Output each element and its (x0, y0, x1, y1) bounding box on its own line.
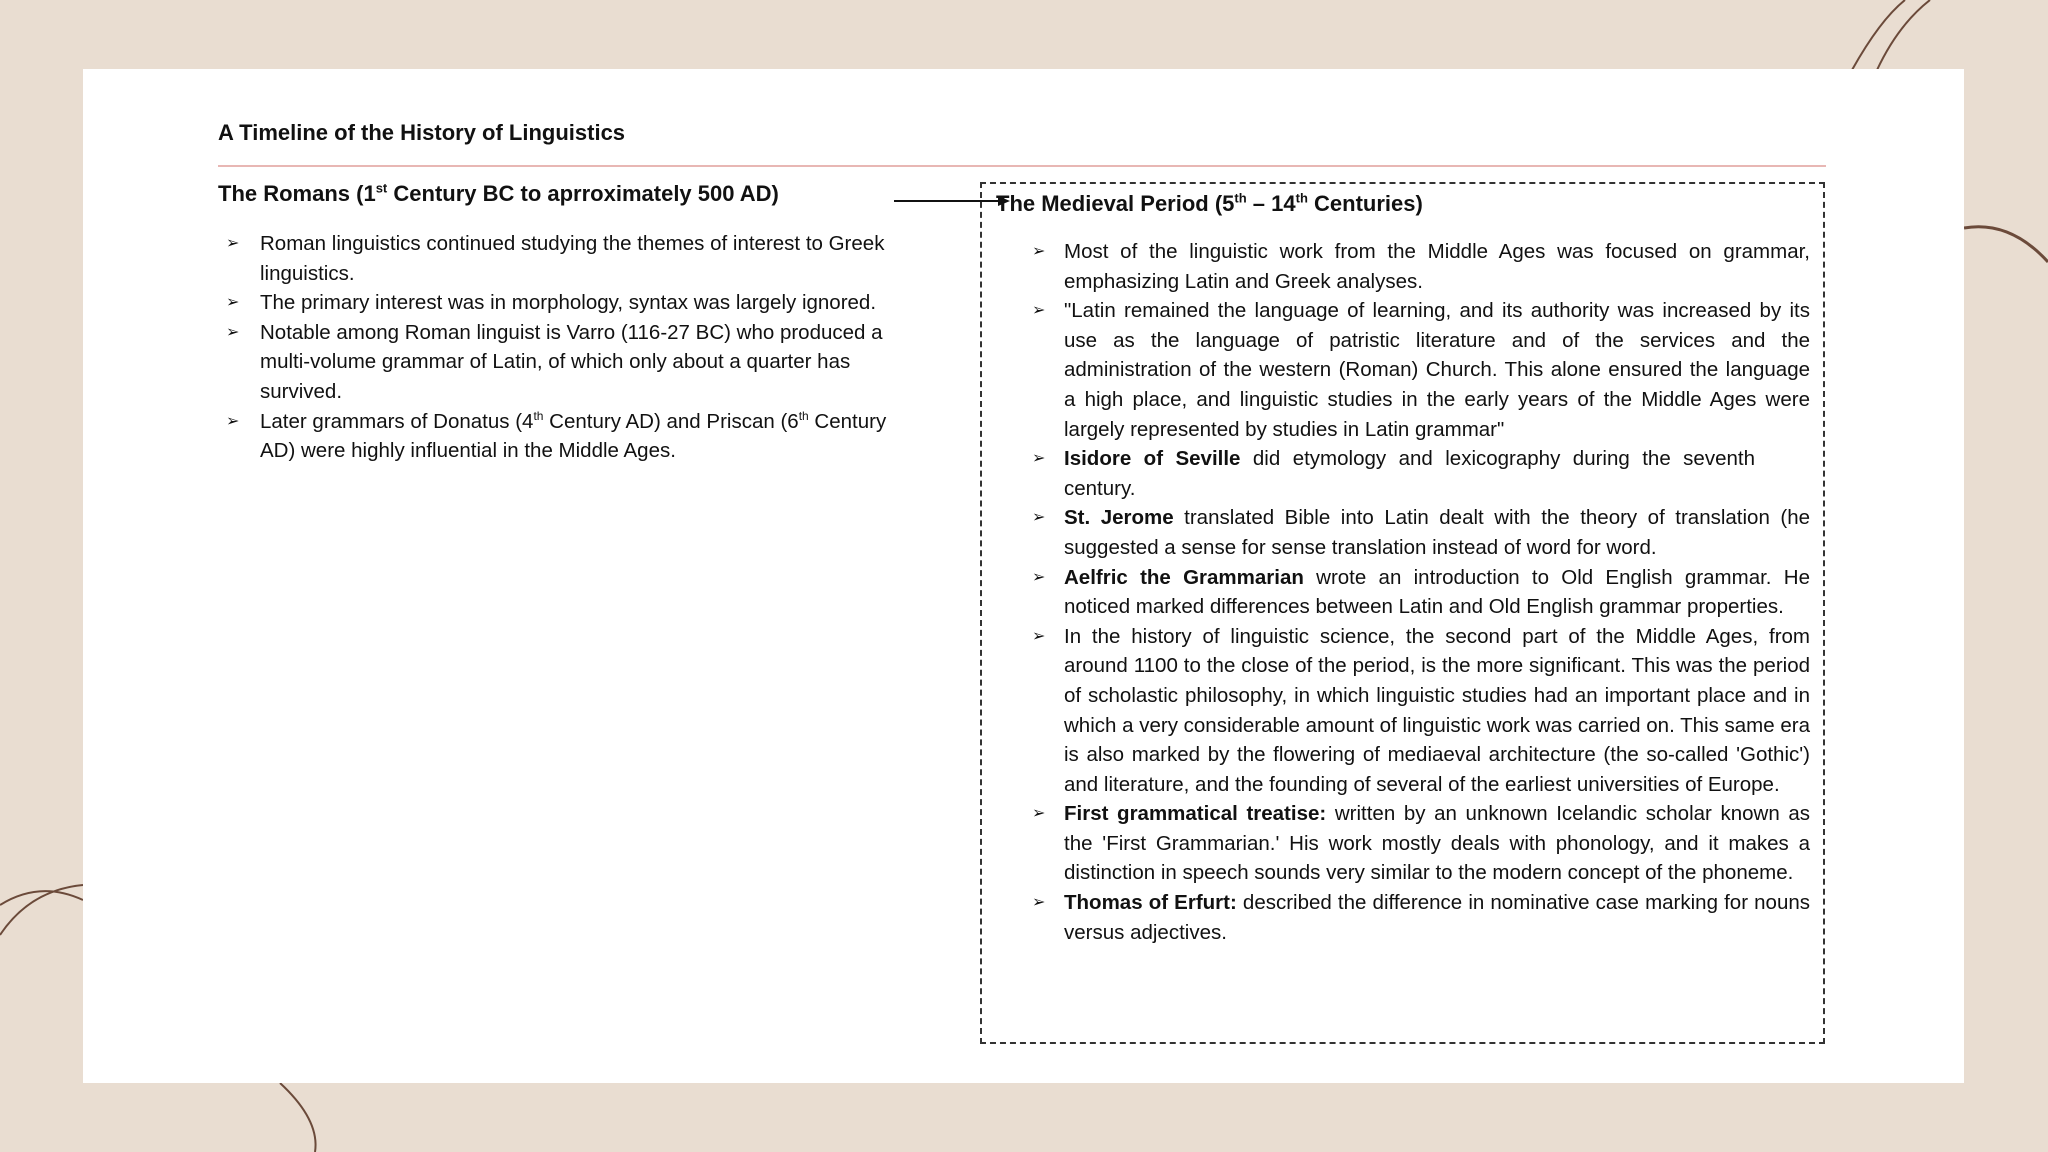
romans-section (218, 181, 958, 466)
arrowhead-bullet-icon: ➢ (1032, 627, 1046, 645)
arrowhead-bullet-icon: ➢ (1032, 302, 1046, 320)
arrowhead-bullet-icon: ➢ (226, 323, 240, 341)
title-divider (218, 165, 1826, 167)
arrowhead-bullet-icon: ➢ (1032, 450, 1046, 468)
list-item: ➢ St. Jerome translated Bible into Latin dealt with the theory of translation (he suggested a sense for sense translation instead of word for word. (1032, 503, 1810, 562)
list-item: ➢ Thomas of Erfurt: described the difference in nominative case marking for nouns versus adjectives. (1032, 888, 1810, 947)
medieval-section (980, 182, 1825, 1044)
list-item: ➢ Roman linguistics continued studying the themes of interest to Greek linguistics. (218, 229, 958, 288)
page-title: A Timeline of the History of Linguistics (218, 120, 626, 145)
list-item: ➢ "Latin remained the language of learning, and its authority was increased by its use as the language of patristic literature and of the services and the administration of the western (Roman) Church. This alone ensured the language a high place, and linguistic studies in the early years of the Middle Ages were largely represented by studies in Latin grammar" (1032, 296, 1810, 444)
list-item: ➢ Isidore of Seville did etymology and lexicography during the seventh century. (1032, 444, 1810, 503)
romans-heading: The Romans (1st Century BC to aprroximately 500 AD) (218, 180, 779, 206)
list-item: ➢ First grammatical treatise: written by an unknown Icelandic scholar known as the 'First Grammarian.' His work mostly deals with phonology, and it makes a distinction in speech sounds very similar to the modern concept of the phoneme. (1032, 799, 1810, 888)
arrowhead-bullet-icon: ➢ (226, 294, 240, 312)
arrowhead-bullet-icon: ➢ (226, 412, 240, 430)
list-item: ➢ Most of the linguistic work from the Middle Ages was focused on grammar, emphasizing Latin and Greek analyses. (1032, 237, 1810, 296)
document-page (83, 69, 1964, 1083)
arrowhead-bullet-icon: ➢ (1032, 568, 1046, 586)
list-item: ➢ In the history of linguistic science, the second part of the Middle Ages, from around 1100 to the close of the period, is the more significant. This was the period of scholastic philosophy, in which linguistic studies had an important place and in which a very considerable amount of linguistic work was carried on. This same era is also marked by the flowering of mediaeval architecture (the so-called 'Gothic') and literature, and the founding of several of the earliest universities of Europe. (1032, 622, 1810, 800)
list-item: ➢ Later grammars of Donatus (4th Century AD) and Priscan (6th Century AD) were highly influential in the Middle Ages. (218, 407, 958, 466)
romans-list (218, 229, 958, 466)
arrowhead-bullet-icon: ➢ (226, 235, 240, 252)
list-item: ➢ Aelfric the Grammarian wrote an introduction to Old English grammar. He noticed marked differences between Latin and Old English grammar properties. (1032, 563, 1810, 622)
list-item: ➢ Notable among Roman linguist is Varro (116-27 BC) who produced a multi-volume grammar of Latin, of which only about a quarter has survived. (218, 318, 958, 407)
list-item: ➢ The primary interest was in morphology, syntax was largely ignored. (218, 288, 958, 318)
arrowhead-bullet-icon: ➢ (1032, 509, 1046, 527)
arrowhead-bullet-icon: ➢ (1032, 894, 1046, 912)
arrowhead-bullet-icon: ➢ (1032, 805, 1046, 823)
medieval-heading: The Medieval Period (5th – 14th Centuries) (996, 190, 1423, 216)
medieval-list (1032, 237, 1810, 947)
arrowhead-bullet-icon: ➢ (1032, 243, 1046, 260)
